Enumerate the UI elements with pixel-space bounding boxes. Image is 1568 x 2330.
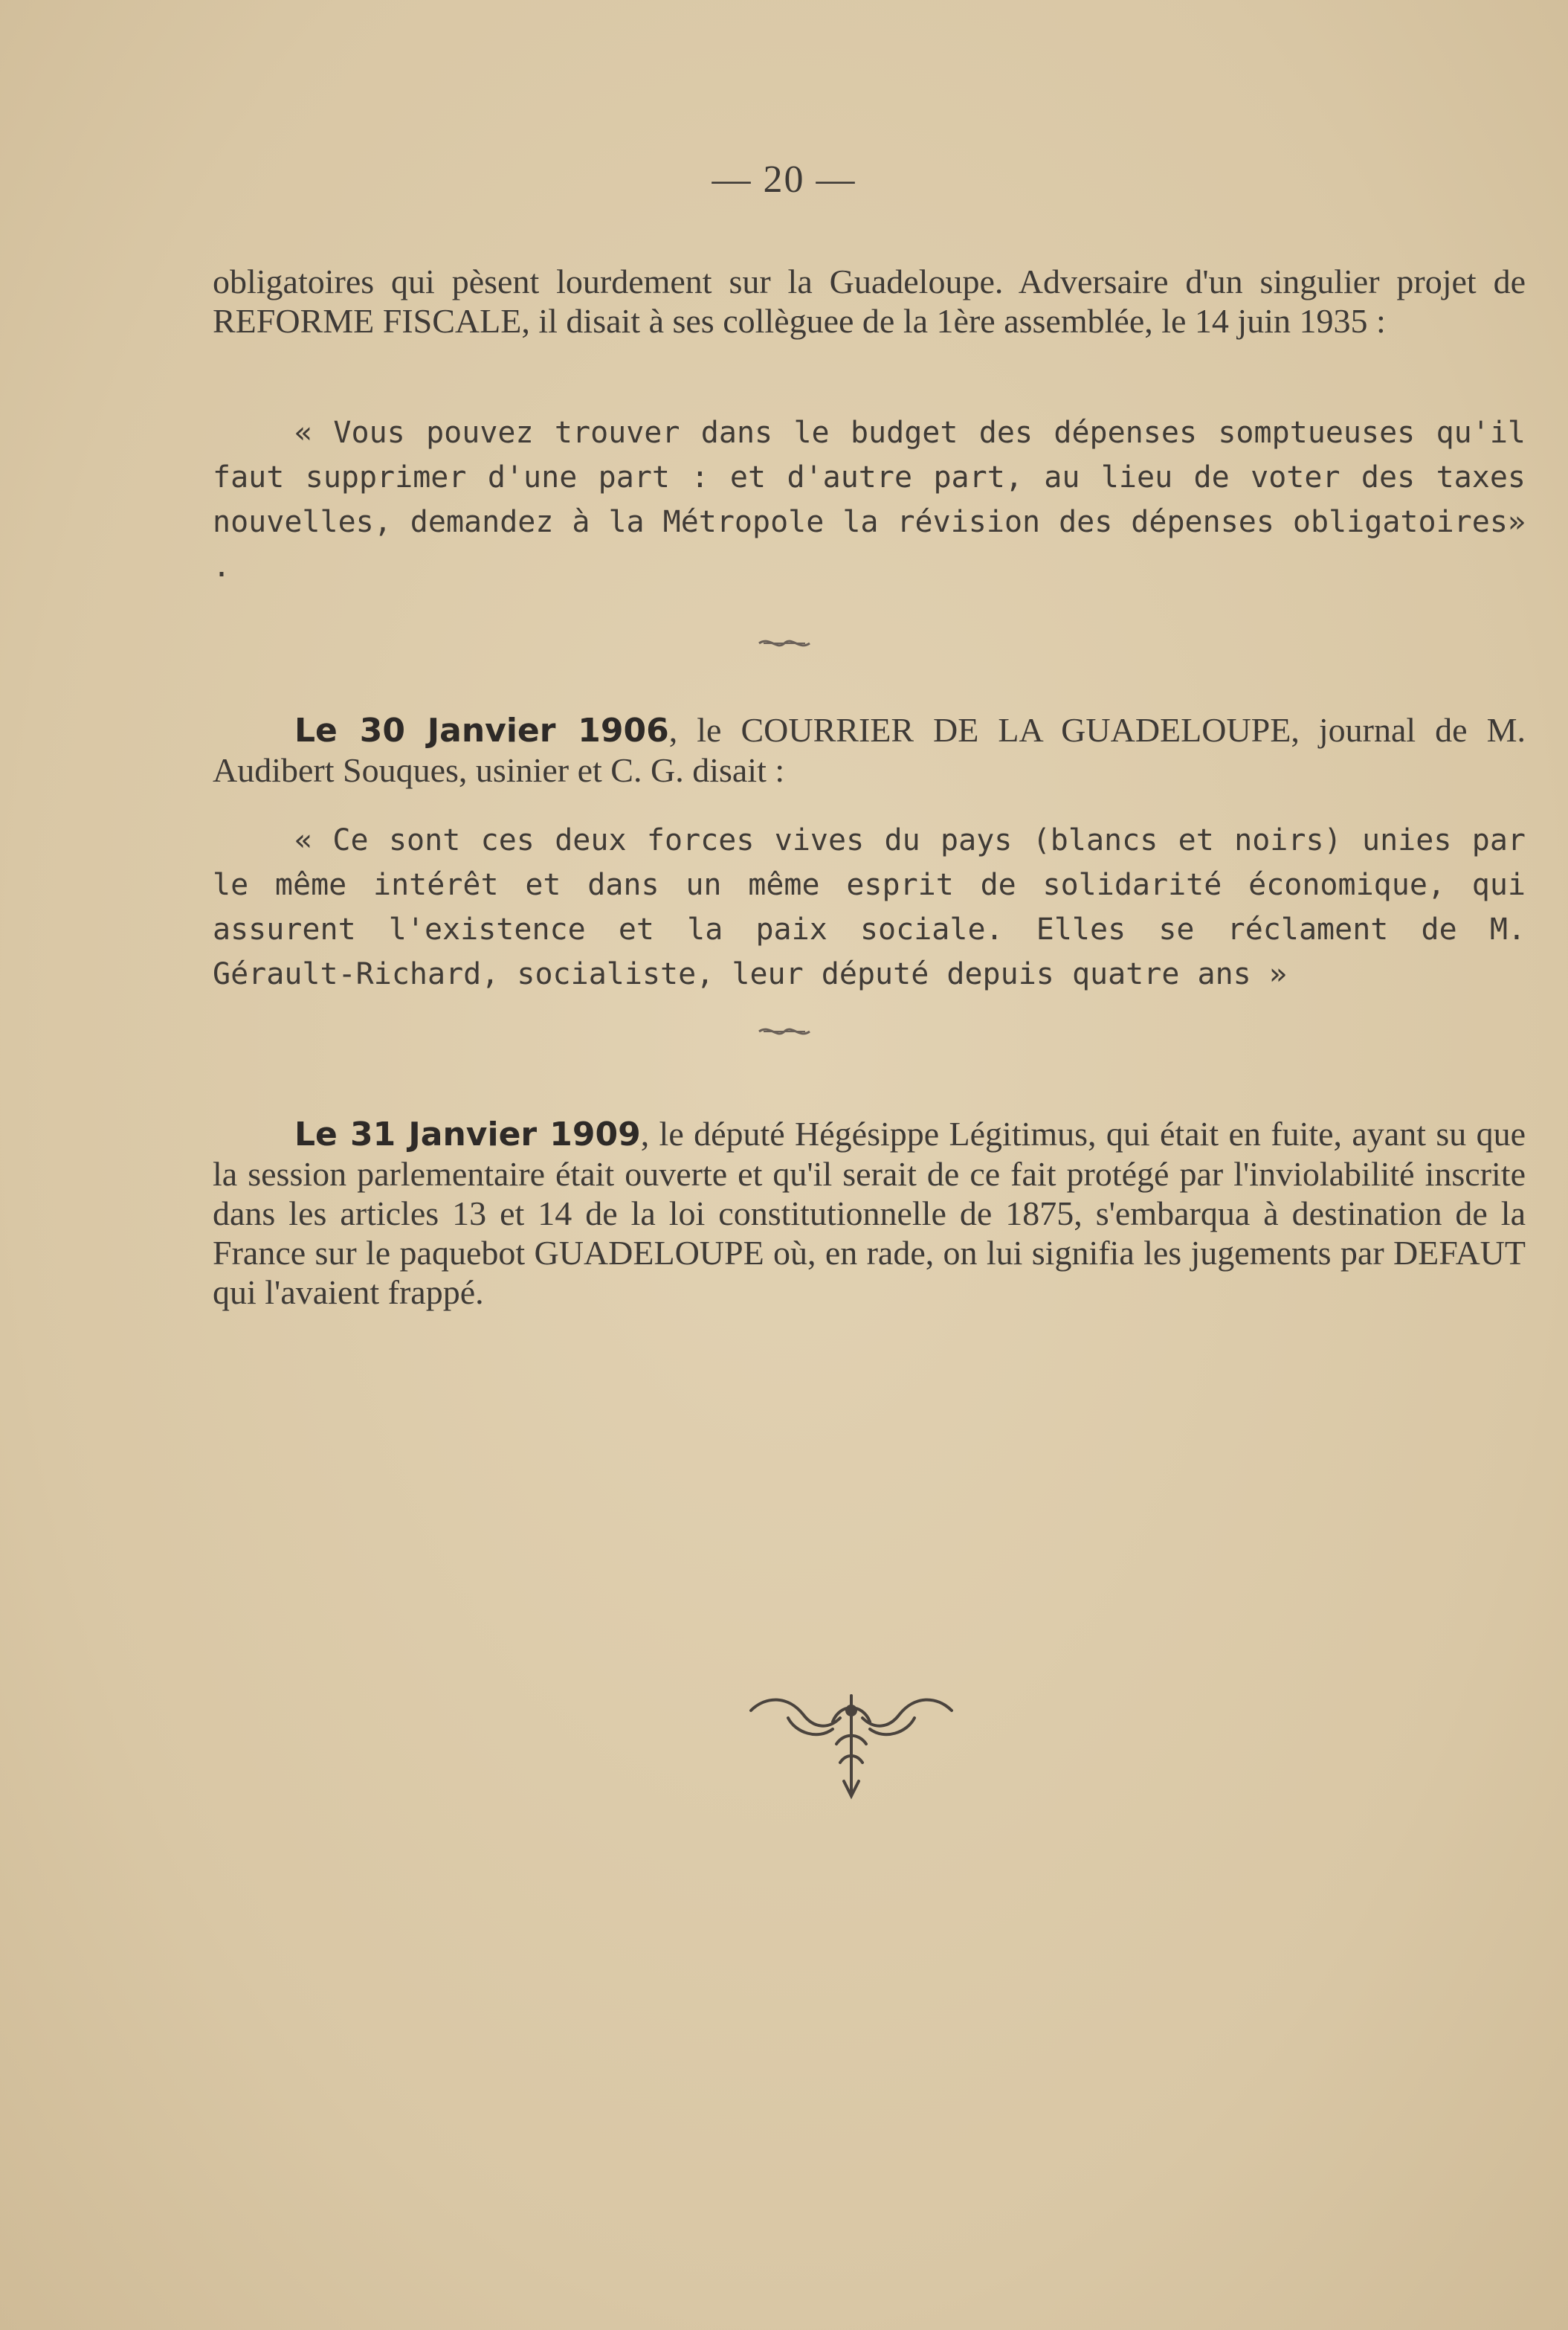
ornament-separator-1 xyxy=(0,631,1568,659)
fleuron-ornament-icon xyxy=(743,1688,959,1811)
quote-2-text: « Ce sont ces deux forces vives du pays (blancs et noirs) unies par le même intérêt et dans un même esprit de solidarité économique, qui assurent l'existence et la paix sociale. Elles se réclament de M. Gérault-Richard, socialiste, leur député depuis quatre ans » xyxy=(213,823,1526,991)
quote-1 xyxy=(213,411,1526,589)
paragraph-3 xyxy=(213,1114,1526,1312)
date-1906: Le 30 Janvier 1906 xyxy=(294,712,669,750)
paragraph-2-text: , le COURRIER DE LA GUADELOUPE, journal de M. Audibert Souques, usinier et C. G. disait : xyxy=(213,711,1526,789)
paragraph-1-text: obligatoires qui pèsent lourdement sur la Guadeloupe. Adversaire d'un singulier projet de REFORME FISCALE, il disait à ses collèguee de la 1ère assemblée, le 14 juin 1935 : xyxy=(213,263,1526,340)
page-number: — 20 — xyxy=(712,158,856,201)
paragraph-1 xyxy=(213,262,1526,341)
quote-2 xyxy=(213,818,1526,997)
ornament-separator-2 xyxy=(0,1019,1568,1047)
paragraph-3-text: , le député Hégésippe Légitimus, qui était en fuite, ayant su que la session parlementaire était ouverte et qu'il serait de ce fait protégé par l'inviolabilité inscrite dans les articles 13 et 14 de la loi constitutionnelle de 1875, s'embarqua à destination de la France sur le paquebot GUADELOUPE où, en rade, on lui signifia les jugements par DEFAUT qui l'avaient frappé. xyxy=(213,1115,1526,1311)
quote-1-text: « Vous pouvez trouver dans le budget des dépenses somptueuses qu'il faut supprimer d'une part : et d'autre part, au lieu de voter des taxes nouvelles, demandez à la Métropole la révision des dépenses obligatoires» . xyxy=(213,416,1526,584)
date-1909: Le 31 Janvier 1909 xyxy=(294,1116,641,1153)
paragraph-2 xyxy=(213,710,1526,790)
